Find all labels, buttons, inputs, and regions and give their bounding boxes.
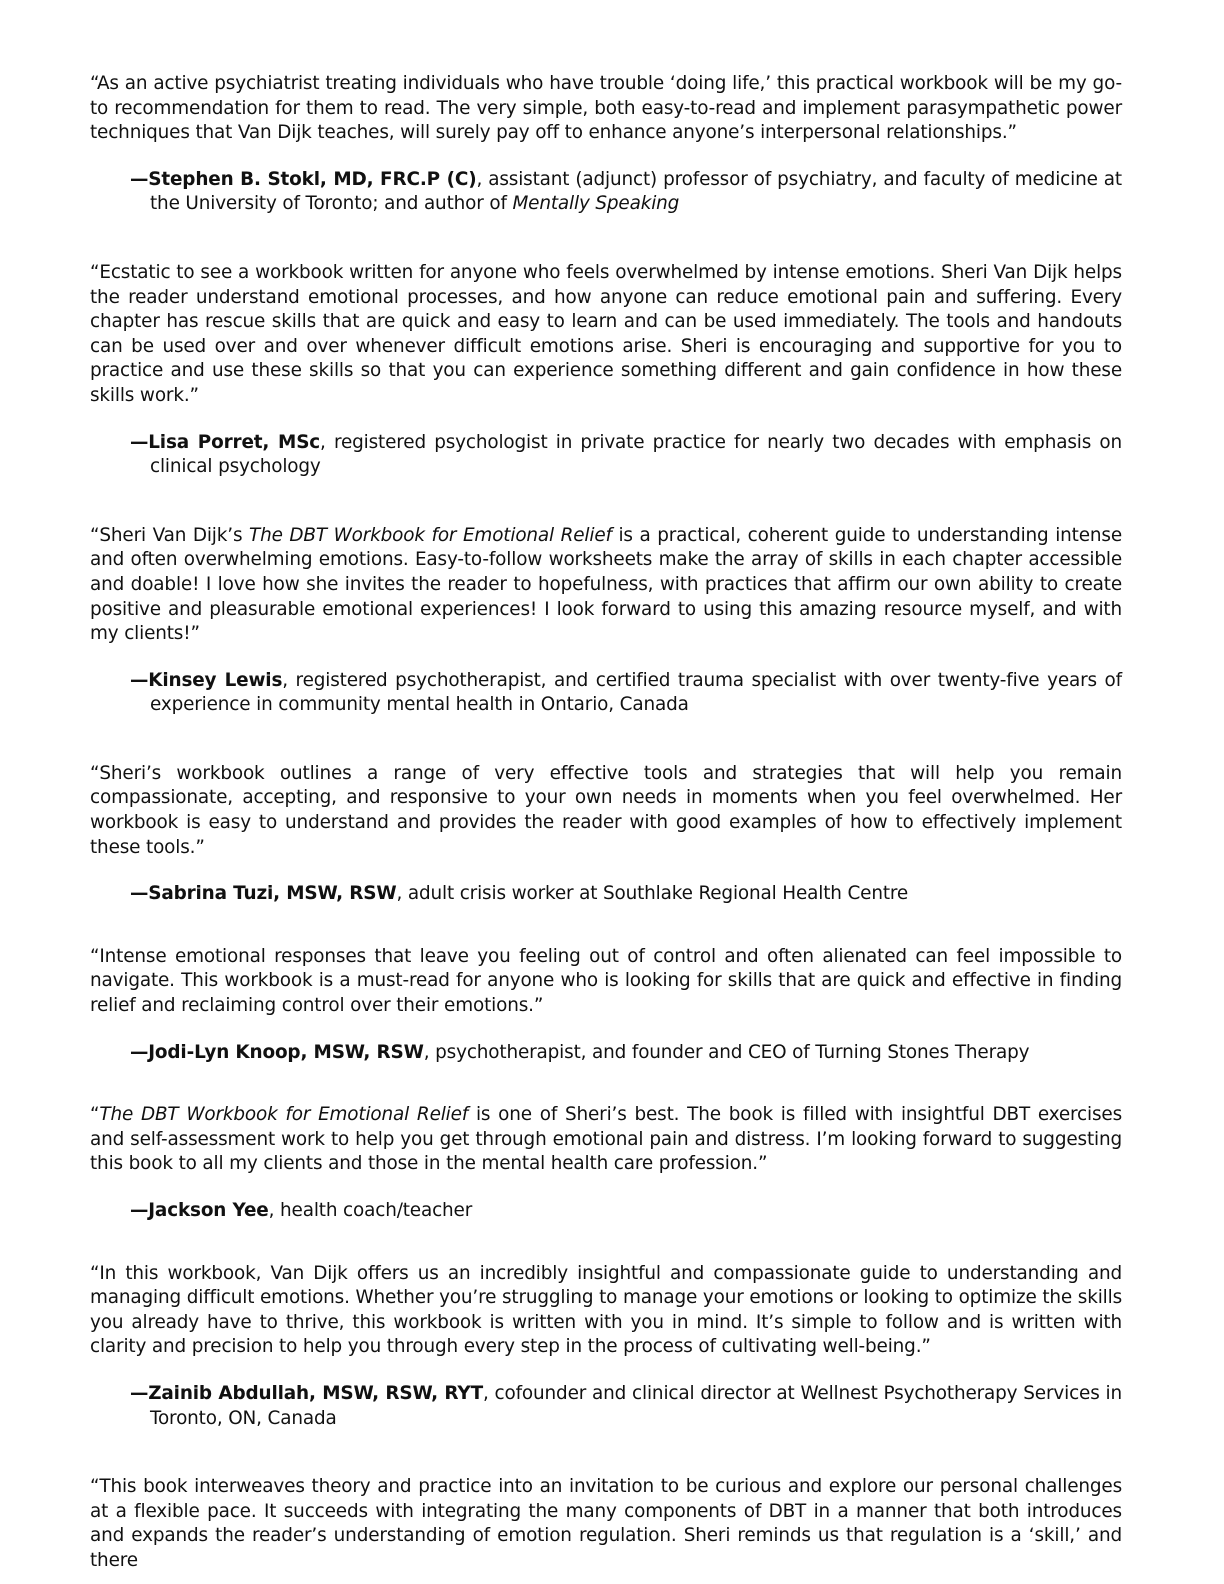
- quote-text: is one of Sheri’s best. The book is filled with insightful DBT exercises and self-assessment work to help you get through emotional pain and distress. I’m looking forward to suggesting this book to all my clients and those in the mental health care profession.”: [90, 1104, 1122, 1175]
- endorser-role: , psychotherapist, and founder and CEO of Turning Stones Therapy: [423, 1041, 1030, 1063]
- endorsement-quote: “In this workbook, Van Dijk offers us an incredibly insightful and compassionate guide to understanding and managing difficult emotions. Whether you’re struggling to manage your emotions or looking to optimize the skills you already have to thrive, this workbook is written with you in mind. It’s simple to follow and is written with clarity and precision to help you through every step in the process of cultivating well-being.”: [90, 1262, 1122, 1358]
- endorsement-attribution: [90, 882, 1122, 907]
- endorsement-attribution: [90, 1382, 1122, 1431]
- endorsement-quote: [90, 524, 1122, 647]
- endorser-role: , cofounder and clinical director at Wellnest Psychotherapy Services in Toronto, ON, Canada: [150, 1382, 1122, 1429]
- endorser-role: , registered psychotherapist, and certified trauma specialist with over twenty-five years of experience in community mental health in Ontario, Canada: [150, 669, 1122, 716]
- quote-text: is a practical, coherent guide to understanding intense and often overwhelming emotions. Easy-to-follow worksheets make the array of skills in each chapter accessible and doable! I love how she invites the reader to hopefulness, with practices that affirm our own ability to create positive and pleasurable emotional experiences! I look forward to using this amazing resource myself, and with my clients!”: [90, 524, 1122, 645]
- endorsement-attribution: [90, 1041, 1122, 1066]
- endorser-book-title: Mentally Speaking: [512, 193, 680, 215]
- endorsement-quote: “Sheri’s workbook outlines a range of very effective tools and strategies that will help you remain compassionate, accepting, and responsive to your own needs in moments when you feel overwhelmed. Her workbook is easy to understand and provides the reader with good examples of how to effectively implement these tools.”: [90, 762, 1122, 858]
- book-title: The DBT Workbook for Emotional Relief: [99, 1104, 469, 1126]
- endorser-role: , assistant (adjunct) professor of psychiatry, and faculty of medicine at the University of Toronto; and author of: [150, 168, 1122, 215]
- endorser-name: —Sabrina Tuzi, MSW, RSW: [130, 883, 397, 905]
- endorser-role: , adult crisis worker at Southlake Regional Health Centre: [396, 883, 909, 905]
- quote-text: “: [90, 1104, 100, 1126]
- endorser-role: , registered psychologist in private practice for nearly two decades with emphasis on clinical psychology: [150, 431, 1122, 478]
- endorsement-quote: “Intense emotional responses that leave you feeling out of control and often alienated can feel impossible to navigate. This workbook is a must-read for anyone who is looking for skills that are quick and effective in finding relief and reclaiming control over their emotions.”: [90, 945, 1122, 1017]
- endorsement-quote: “This book interweaves theory and practice into an invitation to be curious and explore our personal challenges at a flexible pace. It succeeds with integrating the many components of DBT in a manner that both introduces and expands the reader’s understanding of emotion regulation. Sheri reminds us that regulation is a ‘skill,’ and there: [90, 1476, 1122, 1571]
- quote-text: “Sheri Van Dijk’s: [90, 524, 250, 546]
- endorser-name: —Zainib Abdullah, MSW, RSW, RYT: [130, 1382, 483, 1404]
- endorser-name: —Lisa Porret, MSc: [130, 431, 321, 453]
- endorsement-attribution: [90, 431, 1122, 480]
- endorsement-quote: “Ecstatic to see a workbook written for anyone who feels overwhelmed by intense emotions. Sheri Van Dijk helps the reader understand emotional processes, and how anyone can reduce emotional pain and suffering. Every chapter has rescue skills that are quick and easy to learn and can be used immediately. The tools and handouts can be used over and over whenever difficult emotions arise. Sheri is encouraging and supportive for you to practice and use these skills so that you can experience something different and gain confidence in how these skills work.”: [90, 261, 1122, 406]
- endorser-name: —Kinsey Lewis: [130, 669, 283, 691]
- endorsement-quote: “As an active psychiatrist treating individuals who have trouble ‘doing life,’ this practical workbook will be my go-to recommendation for them to read. The very simple, both easy-to-read and implement parasympathetic power techniques that Van Dijk teaches, will surely pay off to enhance anyone’s interpersonal relationships.”: [90, 73, 1122, 144]
- endorser-role: , health coach/teacher: [268, 1200, 473, 1221]
- endorser-name: —Stephen B. Stokl, MD, FRC.P (C): [130, 168, 477, 190]
- endorser-name: —Jodi-Lyn Knoop, MSW, RSW: [130, 1041, 424, 1063]
- endorsements-page: [90, 72, 1122, 1574]
- endorsement-quote: [90, 1103, 1122, 1177]
- endorser-name: —Jackson Yee: [130, 1200, 269, 1221]
- endorsement-attribution: [90, 669, 1122, 718]
- book-title: The DBT Workbook for Emotional Relief: [249, 524, 612, 546]
- endorsement-attribution: [90, 1199, 1122, 1224]
- endorsement-attribution: [90, 168, 1122, 217]
